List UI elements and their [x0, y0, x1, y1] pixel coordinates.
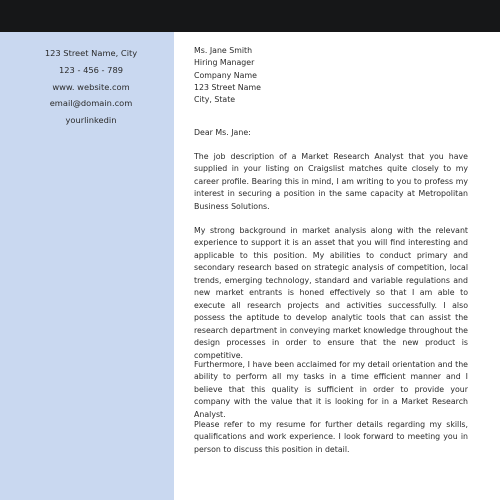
contact-email: email@domain.com: [49, 98, 133, 109]
contact-info: [0, 45, 182, 129]
salutation: Dear Ms. Jane:: [194, 128, 251, 137]
letter-body: [194, 45, 468, 454]
paragraph-intro: The job description of a Market Research Analyst that you have supplied in your listing on Craigslist matches quite closely to my career profile. Bearing this in mind, I am writing to you to profess my interest in securing a position in the same capacity at Metropolitan Business Solutions.: [194, 152, 468, 211]
recipient-street: 123 Street Name: [194, 82, 261, 92]
contact-website: www. website.com: [52, 81, 130, 92]
recipient-company: Company Name: [194, 70, 257, 80]
header-bar: [0, 0, 500, 32]
recipient-title: Hiring Manager: [194, 58, 255, 68]
recipient-address: [194, 45, 468, 106]
contact-phone: 123 - 456 - 789: [58, 64, 124, 75]
contact-linkedin: yourlinkedin: [65, 115, 117, 126]
paragraph-closing: Please refer to my resume for further details regarding my skills, qualifications and work experience. I look forward to meeting you in person to discuss this position in detail.: [194, 420, 468, 454]
paragraph-qualities: Furthermore, I have been acclaimed for my detail orientation and the ability to perform all my tasks in a time efficient manner and I believe that this quality is sufficient in order to provide your company with the value that it is looking for in a Market Research Analyst.: [194, 360, 468, 419]
recipient-city: City, State: [194, 95, 236, 105]
recipient-name: Ms. Jane Smith: [194, 46, 253, 55]
paragraph-background: My strong background in market analysis along with the relevant experience to support it is an asset that you will find interesting and applicable to this position. My abilities to conduct primary and secondary research based on strategic analysis of competition, local trends, emerging technology, standard and variable regulations and new market entrants is honed effectively so that I am able to execute all research projects and activities successfully. I also possess the aptitude to develop analytic tools that can assist the research department in conveying market knowledge throughout the design processes in order to ensure that the new product is competitive.: [194, 226, 468, 360]
contact-address: 123 Street Name, City: [44, 48, 138, 58]
